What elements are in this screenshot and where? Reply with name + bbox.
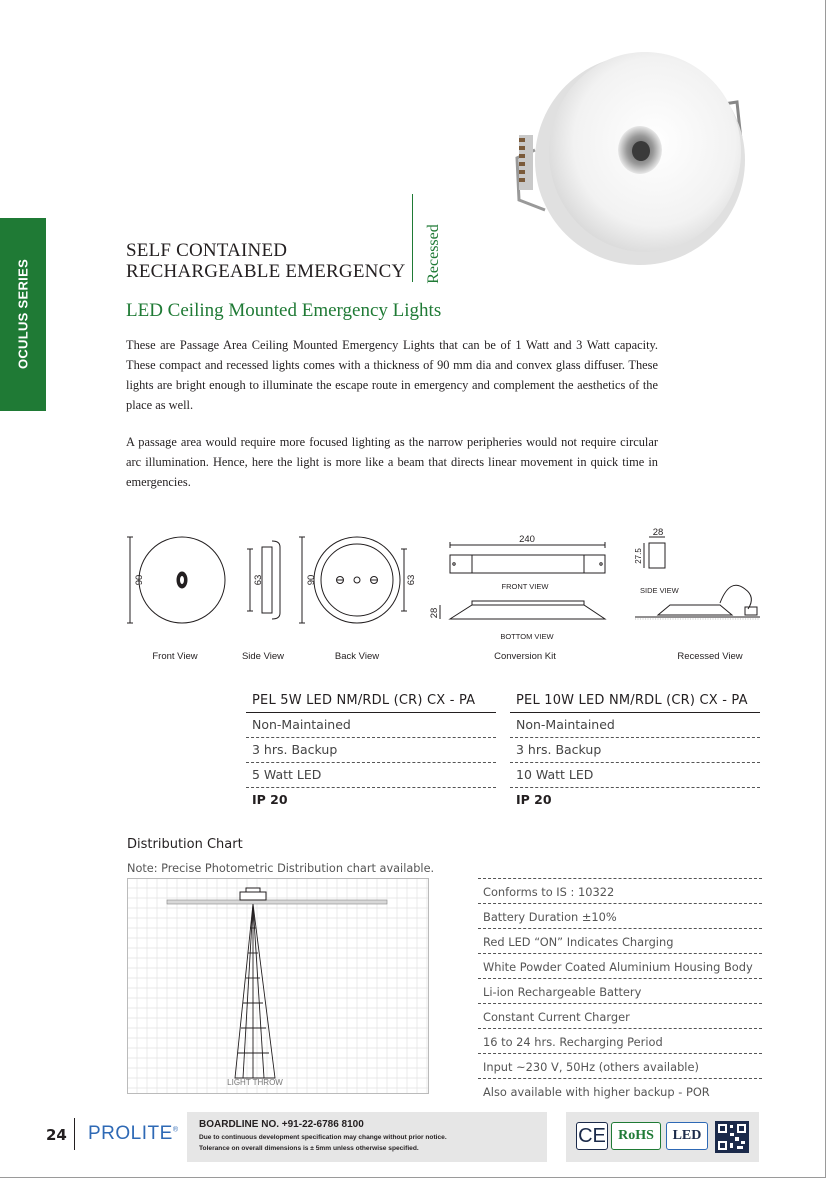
feature-list [478, 878, 762, 1104]
dim-side-height: 63 [253, 574, 264, 586]
spec-wattage: 10 Watt LED [510, 763, 760, 788]
feature-item: Input ~230 V, 50Hz (others available) [478, 1055, 762, 1079]
light-throw-label: LIGHT THROW [227, 1078, 283, 1087]
model-name: PEL 5W LED NM/RDL (CR) CX - PA [246, 690, 496, 713]
feature-item: Conforms to IS : 10322 [478, 880, 762, 904]
side-view-label: Side View [241, 651, 285, 662]
feature-item: Li-ion Rechargeable Battery [478, 980, 762, 1004]
description-paragraph-1: These are Passage Area Ceiling Mounted Emergency Lights that can be of 1 Watt and 3 Watt capacity. These compact and recessed lights comes with a thickness of 90 mm dia and convex glass diffuser. These lights are bright enough to illuminate the escape route in emergency and complement the aesthetics of the place as well. [126, 338, 658, 412]
feature-item: Battery Duration ±10% [478, 905, 762, 929]
spec-ip-rating: IP 20 [252, 792, 288, 807]
spec-mode: Non-Maintained [246, 713, 496, 738]
led-badge: LED [666, 1122, 708, 1150]
feature-item: Also available with higher backup - POR [483, 1085, 710, 1099]
dim-kit-length: 240 [519, 534, 535, 545]
spec-wattage: 5 Watt LED [246, 763, 496, 788]
title-line-1: SELF CONTAINED [126, 240, 288, 261]
feature-item: White Powder Coated Aluminium Housing Body [478, 955, 762, 979]
description-paragraph-2: A passage area would require more focused lighting as the narrow peripheries would not require circular arc illumination. Hence, here the light is more like a beam that directs linear movement in quick time in emergencies. [126, 435, 658, 489]
spec-column-10w [510, 690, 760, 812]
technical-drawings [120, 525, 760, 665]
recess-side-view-label: SIDE VIEW [640, 586, 679, 595]
kit-bottom-view-label: BOTTOM VIEW [500, 632, 554, 641]
trademark-symbol: ® [172, 1126, 179, 1134]
footer-divider [74, 1118, 75, 1150]
title-divider [412, 194, 413, 282]
spec-backup: 3 hrs. Backup [246, 738, 496, 763]
feature-item: Constant Current Charger [478, 1005, 762, 1029]
spec-backup: 3 hrs. Backup [510, 738, 760, 763]
kit-front-view-label: FRONT VIEW [501, 582, 549, 591]
distribution-title: Distribution Chart [127, 837, 243, 852]
brand-logo [88, 1123, 178, 1145]
dim-recess-height: 27.5 [634, 548, 643, 564]
footer-info-box [187, 1112, 547, 1162]
series-side-tab [0, 218, 46, 411]
spec-column-5w [246, 690, 496, 812]
brand-name: PROLITE [88, 1123, 173, 1144]
dim-recess-width: 28 [652, 527, 664, 538]
dim-front-dia: 90 [134, 574, 145, 586]
product-photo [505, 40, 745, 285]
type-label: Recessed [425, 224, 442, 284]
recessed-view-label: Recessed View [677, 651, 743, 662]
certification-box [566, 1112, 759, 1162]
dim-kit-height: 28 [429, 607, 440, 619]
spec-mode: Non-Maintained [510, 713, 760, 738]
feature-item: 16 to 24 hrs. Recharging Period [478, 1030, 762, 1054]
dim-back-dia: 90 [306, 574, 317, 586]
ce-mark: CE [576, 1122, 608, 1150]
spec-ip-rating: IP 20 [516, 792, 552, 807]
product-subtitle: LED Ceiling Mounted Emergency Lights [126, 300, 442, 321]
series-label: OCULUS SERIES [15, 258, 31, 370]
rohs-badge: RoHS [611, 1122, 661, 1150]
model-name: PEL 10W LED NM/RDL (CR) CX - PA [510, 690, 760, 713]
feature-item: Red LED “ON” Indicates Charging [478, 930, 762, 954]
back-view-label: Back View [334, 651, 380, 662]
title-line-2: RECHARGEABLE EMERGENCY [126, 261, 406, 282]
boardline-number: BOARDLINE NO. +91-22-6786 8100 [199, 1119, 364, 1130]
spec-change-note: Due to continuous development specification may change without prior notice. [199, 1134, 447, 1141]
conversion-kit-label: Conversion Kit [494, 651, 556, 662]
qr-code-icon [715, 1121, 749, 1153]
distribution-chart [127, 878, 429, 1094]
tolerance-note: Tolerance on overall dimensions is ± 5mm unless otherwise specified. [199, 1145, 419, 1152]
front-view-label: Front View [152, 651, 198, 662]
dim-back-height: 63 [406, 574, 417, 586]
distribution-note: Note: Precise Photometric Distribution chart available. [127, 862, 435, 875]
page-number: 24 [46, 1126, 67, 1144]
